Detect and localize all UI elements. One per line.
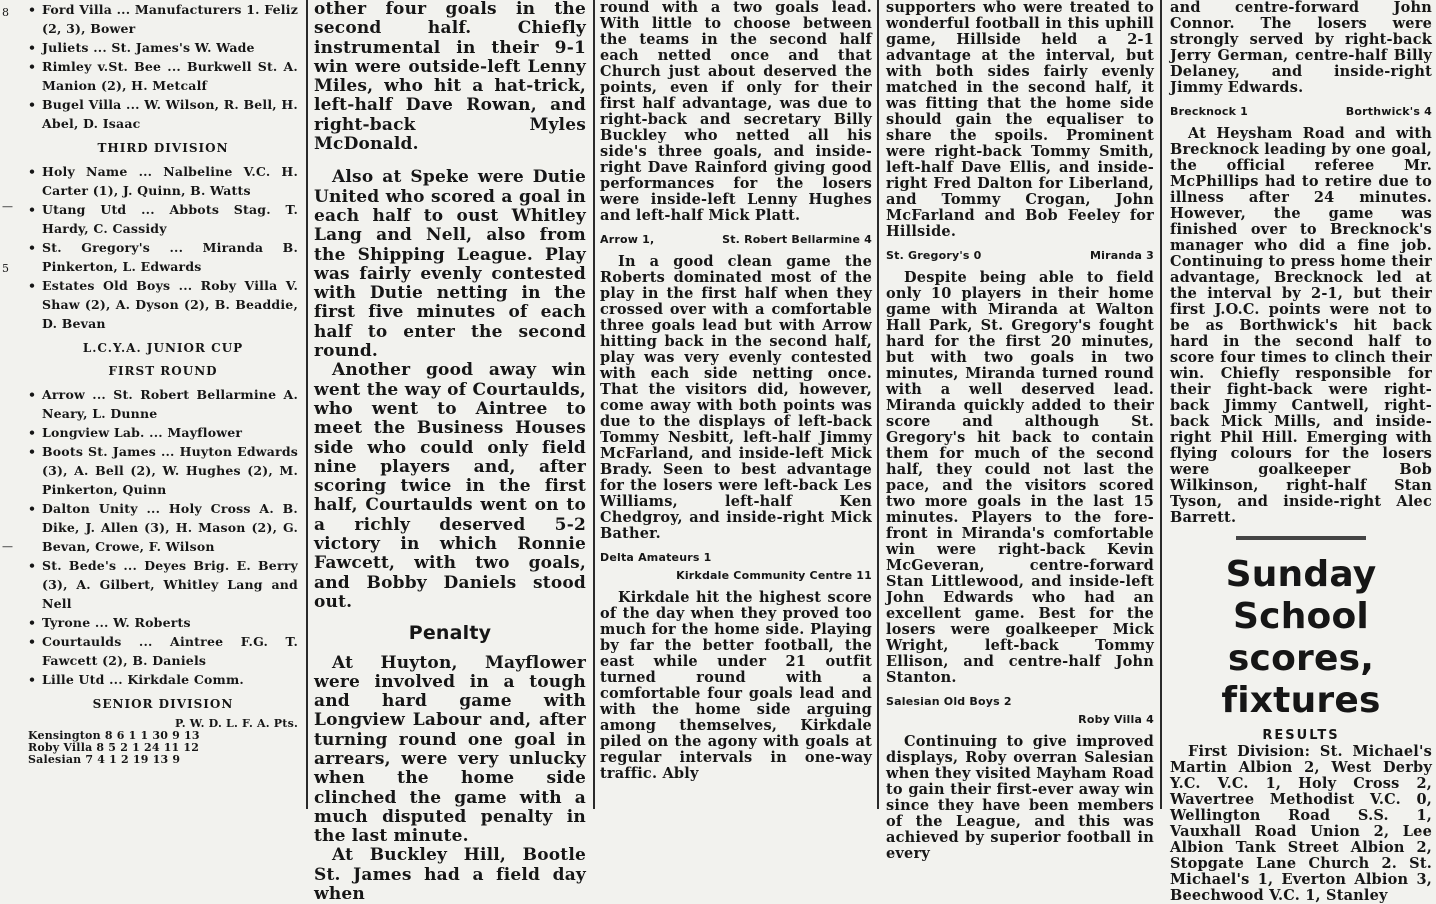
result-row: • Juliets ... St. James's W. Wade	[28, 40, 255, 55]
column-rule	[1160, 0, 1162, 809]
paragraph: and centre-forward John Connor. The losers were strongly served by right-back Jerry German, centre-half Billy Delaney, and inside-right Jimmy Edwards.	[1170, 0, 1432, 96]
result-row: • Rimley v.St. Bee ... Burkwell St. A. Manion (2), H. Metcalf	[28, 59, 298, 93]
home-team-score: Brecknock 1	[1170, 105, 1249, 118]
column-article-2	[314, 0, 586, 904]
result-row: • Utang Utd ... Abbots Stag. T. Hardy, C. Cassidy	[28, 202, 298, 236]
headline-line: Sunday School	[1225, 554, 1377, 637]
table-row: Kensington 8 6 1 1 30 9 13	[28, 729, 200, 742]
match-heading-away	[886, 712, 1154, 728]
home-team-score: St. Gregory's 0	[886, 249, 982, 262]
result-row: • Dalton Unity ... Holy Cross A. B. Dike, J. Allen (3), H. Mason (2), G. Bevan, Crowe, F. Wilson	[28, 501, 298, 554]
results-label: RESULTS	[1262, 728, 1340, 743]
away-team-score: Borthwick's 4	[1345, 105, 1432, 118]
match-heading	[600, 550, 872, 566]
paragraph: Continuing to give improved displays, Roby overran Salesian when they visited Mayham Road to gain their first-ever away win since they have been members of the League, and this was achieved by superior football in every	[886, 733, 1154, 862]
result-row: • Tyrone ... W. Roberts	[28, 615, 191, 630]
edge-mark: —	[2, 540, 13, 553]
table-row: Roby Villa 8 5 2 1 24 11 12	[28, 741, 200, 754]
column-results	[28, 0, 298, 809]
table-header: P. W. D. L. F. A. Pts.	[175, 717, 298, 730]
headline	[1170, 554, 1432, 722]
result-row: • Courtaulds ... Aintree F.G. T. Fawcett (2), B. Daniels	[28, 634, 298, 668]
table-row: Salesian 7 4 1 2 19 13 9	[28, 753, 181, 766]
paragraph: supporters who were treated to wonderful football in this uphill game, Hillside held a 2-1 advantage at the interval, but with both sides fairly evenly matched in the second half, it was fitting that the home side should gain the equaliser to share the spoils. Prominent were right-back Tommy Smith, left-half Dave Ellis, and inside-right Fred Dalton for Liberland, and Tommy Crogan, John McFarland and Bob Feeley for Hillside.	[886, 0, 1154, 240]
paragraph: Kirkdale hit the highest score of the day when they proved too much for the home side. Playing by far the better football, the east while under 21 outfit turned round with a comfortable four goals lead and with the home side arguing among themselves, Kirkdale piled on the agony with goals at regular intervals in one-way traffic. Ably	[600, 589, 872, 782]
result-row: • Arrow ... St. Robert Bellarmine A. Neary, L. Dunne	[28, 387, 298, 421]
paragraph: Also at Speke were Dutie United who scored a goal in each half to oust Whitley Lang and Nell, also from the Shipping League. Play was fairly evenly contested with Dutie netting in the first five minutes of each half to enter the second round.	[314, 167, 586, 362]
result-row: • Holy Name ... Nalbeline V.C. H. Carter (1), J. Quinn, B. Watts	[28, 164, 298, 198]
result-row: • Bugel Villa ... W. Wilson, R. Bell, H. Abel, D. Isaac	[28, 97, 298, 131]
paragraph: At Buckley Hill, Bootle St. James had a field day when	[314, 845, 586, 904]
paragraph: At Huyton, Mayflower were involved in a tough and hard game with Longview Labour and, after turning round one goal in arrears, were very unlucky when the home side clinched the game with a much disputed penalty in the last minute.	[314, 652, 586, 847]
home-team-score: Arrow 1,	[600, 233, 655, 246]
paragraph: Another good away win went the way of Courtaulds, who went to Aintree to meet the Business Houses side who could only field nine players and, after scoring twice in the first half, Courtaulds went on to a richly deserved 5-2 victory in which Ronnie Fawcett, with two goals, and Bobby Daniels stood out.	[314, 360, 586, 612]
match-heading	[886, 694, 1154, 710]
column-rule	[877, 0, 879, 809]
result-row: • Longview Lab. ... Mayflower	[28, 425, 243, 440]
result-row: • St. Bede's ... Deyes Brig. E. Berry (3), A. Gilbert, Whitley Lang and Nell	[28, 558, 298, 611]
paragraph: other four goals in the second half. Chiefly instrumental in their 9-1 win were outside-left Lenny Miles, who hit a hat-trick, left-half Dave Rowan, and right-back Myles McDonald.	[314, 0, 586, 155]
away-team-score: St. Robert Bellarmine 4	[722, 233, 872, 246]
away-team-score: Miranda 3	[1090, 249, 1154, 262]
column-article-3	[600, 0, 872, 809]
edge-mark: 5	[2, 262, 9, 275]
result-row: • St. Gregory's ... Miranda B. Pinkerton, L. Edwards	[28, 240, 298, 274]
result-row: • Boots St. James ... Huyton Edwards (3), A. Bell (2), W. Hughes (2), M. Pinkerton, Quinn	[28, 444, 298, 497]
page-edge-margin	[0, 0, 14, 809]
division-heading: THIRD DIVISION	[97, 141, 229, 155]
home-team-score: Delta Amateurs 1	[600, 551, 712, 564]
edge-mark: —	[2, 200, 13, 213]
cup-round-heading: FIRST ROUND	[108, 364, 218, 378]
paragraph: round with a two goals lead. With little to choose between the teams in the second half each netted once and that Church just about deserved the points, even if only for their first half advantage, was due to right-back and secretary Billy Buckley who netted all his side's three goals, and inside-right Dave Rainford giving good performances for the losers were inside-left Lenny Hughes and left-half Mick Platt.	[600, 0, 872, 224]
subheading-penalty: Penalty	[408, 622, 492, 645]
home-team-score: Salesian Old Boys 2	[886, 695, 1012, 708]
match-heading-away	[600, 568, 872, 584]
edge-mark: 8	[2, 6, 9, 19]
column-article-5	[1170, 0, 1432, 904]
column-rule	[593, 0, 595, 809]
league-table	[28, 718, 298, 766]
paragraph: At Heysham Road and with Brecknock leading by one goal, the official referee Mr. McPhillips had to retire due to illness after 24 minutes. However, the game was finished over to Brecknock's manager who did a fine job. Continuing to press home their advantage, Brecknock led at the interval by 2-1, but their first J.O.C. points were not to be as Borthwick's hit back hard in the second half to score four times to clinch their win. Chiefly responsible for their fight-back were right-back Jimmy Cantwell, right-back Mick Mills, and inside-right Phil Hill. Emerging with flying colours for the losers were goalkeeper Bob Wilkinson, right-half Stan Tyson, and inside-right Alec Barrett.	[1170, 125, 1432, 526]
cup-heading: L.C.Y.A. JUNIOR CUP	[82, 341, 244, 355]
result-row: • Lille Utd ... Kirkdale Comm.	[28, 672, 244, 687]
away-team-score: Kirkdale Community Centre 11	[676, 569, 872, 582]
column-article-4	[886, 0, 1154, 862]
match-heading	[886, 248, 1154, 264]
division-heading: SENIOR DIVISION	[92, 697, 234, 711]
result-row: • Ford Villa ... Manufacturers 1. Feliz (2, 3), Bower	[28, 2, 298, 36]
away-team-score: Roby Villa 4	[1078, 713, 1154, 726]
match-heading	[600, 232, 872, 248]
paragraph: First Division: St. Michael's Martin Albion 2, West Derby Y.C. V.C. 1, Holy Cross 2, Wavertree Methodist V.C. 0, Wellington Road S.S. 1, Vauxhall Road Union 2, Lee Albion Tank Street Albion 2, Stopgate Lane Church 2. St. Michael's 1, Everton Albion 3, Beechwood V.C. 1, Stanley	[1170, 743, 1432, 904]
paragraph: In a good clean game the Roberts dominated most of the play in the first half when they crossed over with a comfortable three goals lead but with Arrow hitting back in the second half, play was very evenly contested with each side netting once. That the visitors did, however, come away with both points was due to the displays of left-back Tommy Nesbitt, left-half Jimmy McFarland, and inside-left Mick Brady. Seen to best advantage for the losers were left-back Les Williams, left-half Ken Chedgroy, and inside-right Mick Bather.	[600, 253, 872, 542]
result-row: • Estates Old Boys ... Roby Villa V. Shaw (2), A. Dyson (2), B. Beaddie, D. Bevan	[28, 278, 298, 331]
column-rule	[306, 0, 308, 809]
match-heading	[1170, 104, 1432, 120]
paragraph: Despite being able to field only 10 players in their home game with Miranda at Walton Hall Park, St. Gregory's fought hard for the first 20 minutes, but with two goals in two minutes, Miranda turned round with a well deserved lead. Miranda quickly added to their score and although St. Gregory's hit back to contain them for much of the second half, they could not last the pace, and the visitors scored two more goals in the last 15 minutes. Players to the fore-front in Miranda's comfortable win were right-back Kevin McGeveran, centre-forward Stan Littlewood, and inside-left John Edwards who had an excellent game. Best for the losers were goalkeeper Mick Wright, left-back Tommy Ellison, and centre-half John Stanton.	[886, 269, 1154, 686]
headline-rule	[1236, 536, 1366, 540]
headline-line: scores, fixtures	[1221, 638, 1381, 721]
